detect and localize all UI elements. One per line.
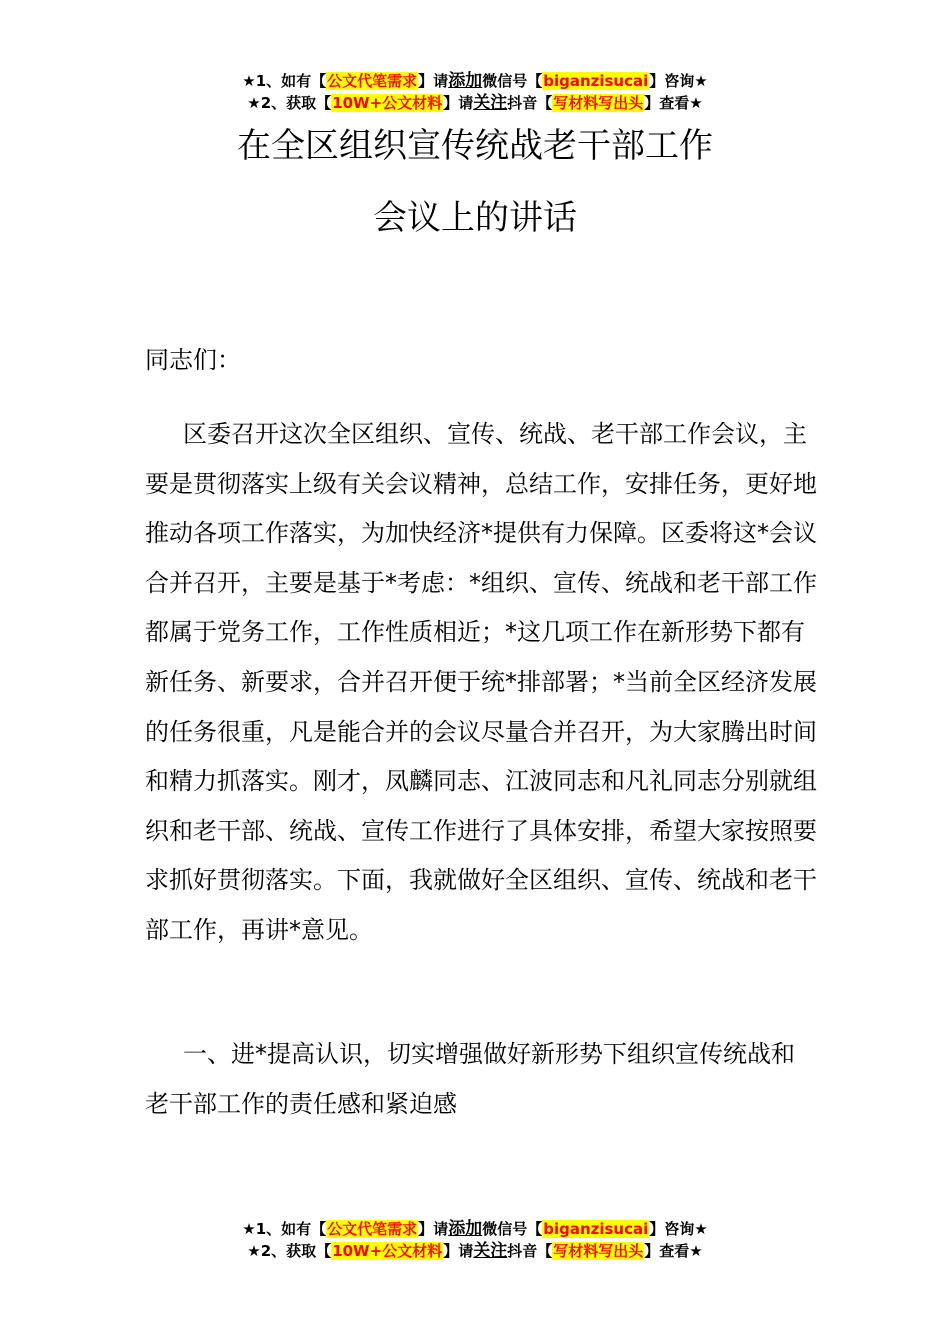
banner-highlight: biganzisucai	[543, 1220, 649, 1238]
banner-line-2	[0, 1240, 950, 1262]
banner-text: ★2、获取【	[247, 1242, 332, 1260]
banner-line-1	[0, 1218, 950, 1240]
banner-text: 抖音【	[507, 94, 553, 112]
salutation: 同志们：	[145, 346, 241, 374]
banner-text: ★2、获取【	[247, 94, 332, 112]
banner-text: 】请	[418, 72, 449, 90]
banner-text: ★1、如有【	[242, 72, 327, 90]
banner-underlined: 添加	[448, 71, 483, 91]
banner-text: 】请	[443, 1242, 474, 1260]
section-heading: 一、进*提高认识，切实增强做好新形势下组织宣传统战和老干部工作的责任感和紧迫感	[145, 1040, 795, 1118]
top-banner	[0, 70, 950, 114]
banner-highlight: 公文代笔需求	[327, 72, 418, 90]
banner-text: 】咨询★	[649, 1220, 708, 1238]
banner-underlined: 添加	[448, 1219, 483, 1239]
banner-highlight: 10W+公文材料	[332, 94, 443, 112]
banner-highlight: 10W+公文材料	[332, 1242, 443, 1260]
banner-text: 】查看★	[644, 94, 703, 112]
banner-text: 微信号【	[482, 1220, 543, 1238]
banner-highlight: biganzisucai	[543, 72, 649, 90]
banner-highlight: 写材料写出头	[553, 1242, 644, 1260]
banner-highlight: 公文代笔需求	[327, 1220, 418, 1238]
banner-line-2	[0, 92, 950, 114]
banner-text: ★1、如有【	[242, 1220, 327, 1238]
banner-line-1	[0, 70, 950, 92]
banner-text: 微信号【	[482, 72, 543, 90]
banner-text: 】请	[418, 1220, 449, 1238]
banner-text: 】查看★	[644, 1242, 703, 1260]
banner-highlight: 写材料写出头	[553, 94, 644, 112]
banner-text: 】咨询★	[649, 72, 708, 90]
banner-underlined: 关注	[473, 1241, 508, 1261]
banner-text: 抖音【	[507, 1242, 553, 1260]
bottom-banner	[0, 1218, 950, 1262]
banner-underlined: 关注	[473, 93, 508, 113]
paragraph: 区委召开这次全区组织、宣传、统战、老干部工作会议，主要是贯彻落实上级有关会议精神，总结工作，安排任务，更好地推动各项工作落实，为加快经济*提供有力保障。区委将这*会议合并召开，主要是基于*考虑：*组织、宣传、统战和老干部工作都属于党务工作，工作性质相近；*这几项工作在新形势下都有新任务、新要求，合并召开便于统*排部署；*当前全区经济发展的任务很重，凡是能合并的会议尽量合并召开，为大家腾出时间和精力抓落实。刚才，凤麟同志、江波同志和凡礼同志分别就组织和老干部、统战、宣传工作进行了具体安排，希望大家按照要求抓好贯彻落实。下面，我就做好全区组织、宣传、统战和老干部工作，再讲*意见。	[145, 420, 817, 944]
document-title-line-1: 在全区组织宣传统战老干部工作	[237, 126, 713, 166]
banner-text: 】请	[443, 94, 474, 112]
document-title-line-2: 会议上的讲话	[373, 198, 577, 238]
